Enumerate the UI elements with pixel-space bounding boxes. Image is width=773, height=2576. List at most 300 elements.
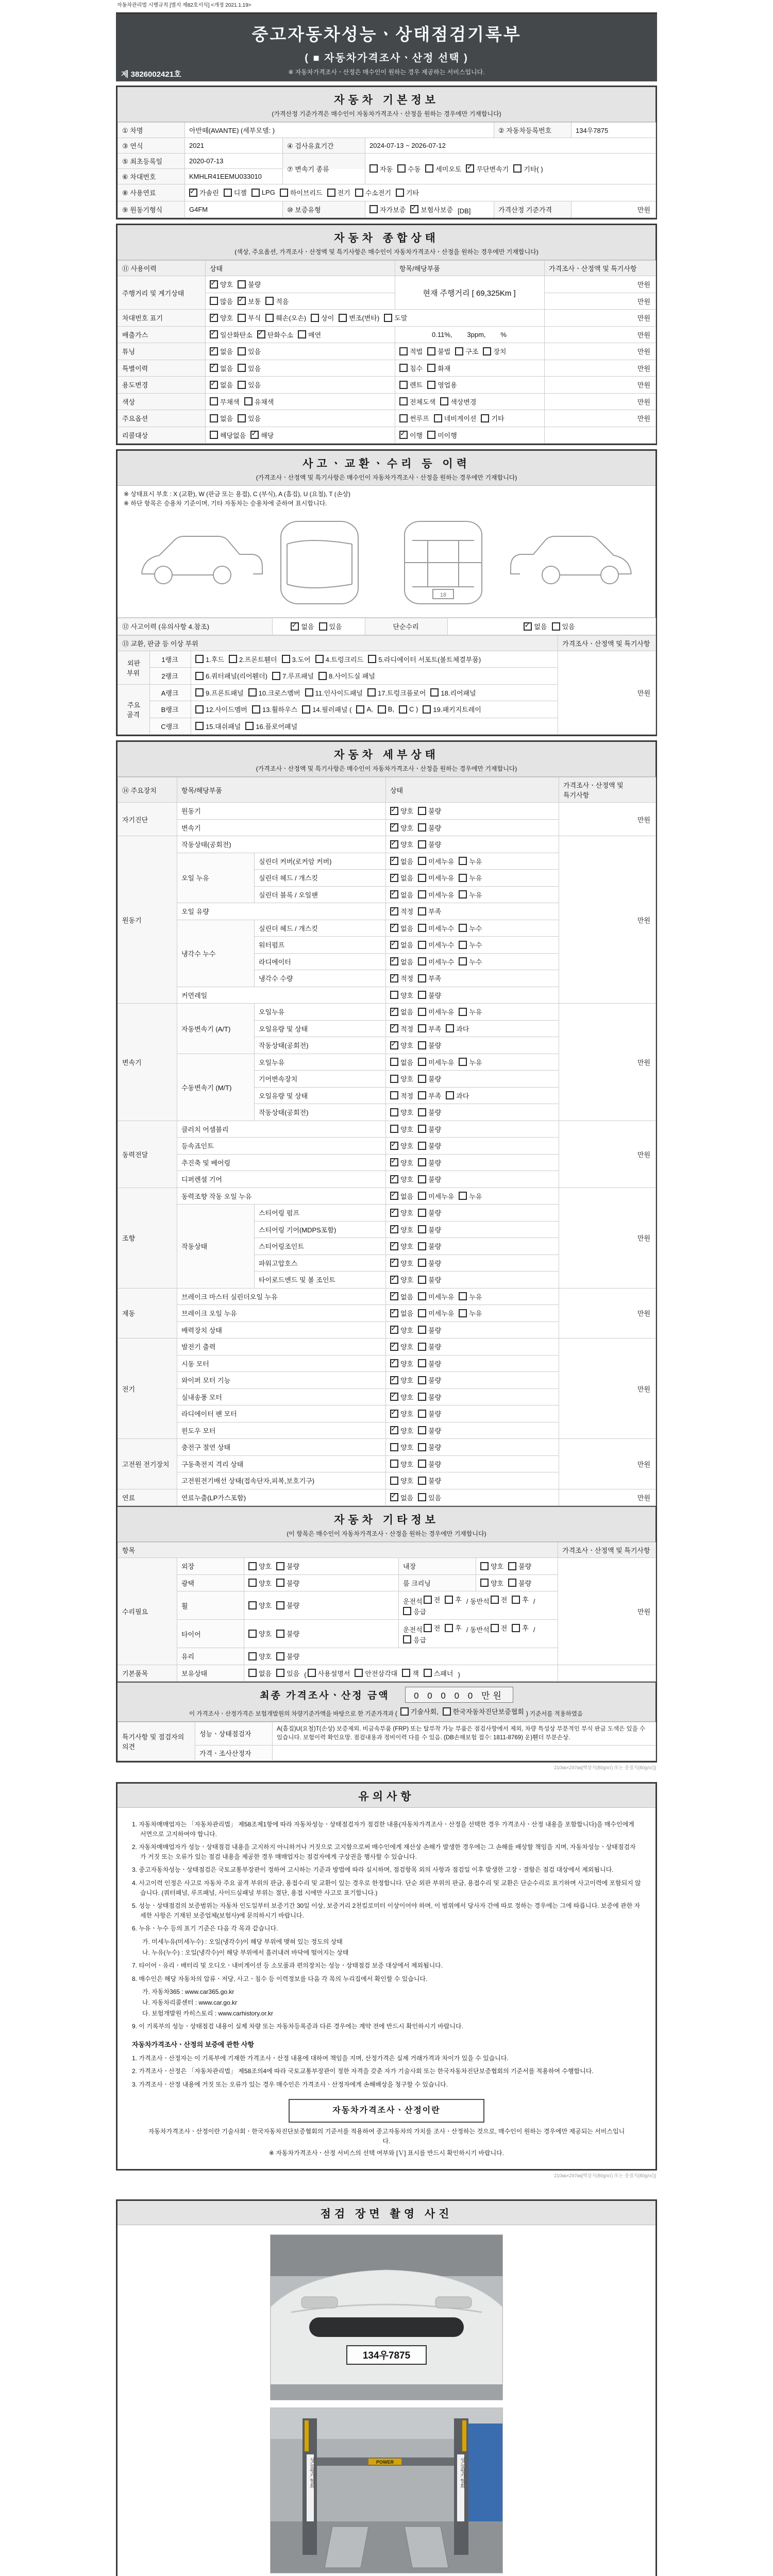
checkbox-icon[interactable] bbox=[210, 397, 218, 405]
checkbox-option[interactable] bbox=[390, 1024, 413, 1033]
checkbox-icon[interactable] bbox=[276, 1579, 284, 1587]
checkbox-option[interactable] bbox=[399, 380, 423, 389]
checkbox-icon[interactable] bbox=[418, 1393, 426, 1401]
checkbox-option[interactable] bbox=[455, 346, 478, 356]
checkbox-icon[interactable] bbox=[480, 1579, 489, 1587]
checkbox-icon[interactable] bbox=[418, 924, 426, 932]
checkbox-option[interactable] bbox=[418, 1024, 441, 1033]
checkbox-option[interactable] bbox=[418, 1426, 441, 1435]
checkbox-icon[interactable] bbox=[418, 1024, 426, 1032]
checkbox-option[interactable] bbox=[390, 1107, 413, 1117]
checkbox-icon[interactable] bbox=[238, 414, 246, 422]
checkbox-icon[interactable] bbox=[390, 1041, 398, 1049]
checkbox-icon[interactable] bbox=[210, 297, 218, 305]
checkbox-icon[interactable] bbox=[390, 1343, 398, 1351]
checkbox-option[interactable] bbox=[443, 1706, 524, 1716]
checkbox-option[interactable] bbox=[195, 721, 241, 731]
checkbox-option[interactable] bbox=[390, 873, 413, 883]
checkbox-option[interactable] bbox=[427, 430, 457, 440]
checkbox-option[interactable] bbox=[244, 397, 274, 406]
checkbox-icon[interactable] bbox=[390, 1075, 398, 1083]
checkbox-option[interactable] bbox=[210, 380, 233, 389]
checkbox-option[interactable] bbox=[459, 856, 482, 866]
checkbox-icon[interactable] bbox=[189, 189, 197, 197]
checkbox-icon[interactable] bbox=[390, 1493, 398, 1501]
checkbox-icon[interactable] bbox=[418, 1041, 426, 1049]
checkbox-option[interactable] bbox=[305, 688, 363, 698]
checkbox-option[interactable] bbox=[424, 1595, 441, 1604]
checkbox-option[interactable] bbox=[459, 940, 482, 950]
checkbox-icon[interactable] bbox=[397, 164, 406, 173]
checkbox-icon[interactable] bbox=[390, 1058, 398, 1066]
checkbox-option[interactable] bbox=[459, 1292, 482, 1301]
checkbox-icon[interactable] bbox=[238, 314, 246, 322]
checkbox-icon[interactable] bbox=[276, 1652, 284, 1660]
checkbox-option[interactable] bbox=[524, 621, 547, 631]
checkbox-option[interactable] bbox=[327, 188, 350, 197]
checkbox-icon[interactable] bbox=[210, 431, 218, 439]
checkbox-option[interactable] bbox=[356, 705, 373, 714]
checkbox-icon[interactable] bbox=[390, 874, 398, 882]
checkbox-icon[interactable] bbox=[244, 397, 253, 405]
checkbox-icon[interactable] bbox=[418, 1192, 426, 1200]
checkbox-icon[interactable] bbox=[339, 314, 347, 322]
checkbox-icon[interactable] bbox=[508, 1579, 516, 1587]
checkbox-icon[interactable] bbox=[513, 164, 522, 173]
checkbox-option[interactable] bbox=[229, 654, 277, 664]
checkbox-icon[interactable] bbox=[276, 1669, 284, 1677]
checkbox-icon[interactable] bbox=[418, 1242, 426, 1250]
checkbox-icon[interactable] bbox=[311, 314, 319, 322]
checkbox-option[interactable] bbox=[390, 1074, 413, 1083]
checkbox-option[interactable] bbox=[318, 671, 375, 681]
checkbox-option[interactable] bbox=[418, 1308, 454, 1318]
checkbox-option[interactable] bbox=[399, 413, 429, 423]
checkbox-icon[interactable] bbox=[369, 164, 378, 173]
checkbox-option[interactable] bbox=[390, 1258, 413, 1268]
checkbox-icon[interactable] bbox=[390, 807, 398, 815]
checkbox-option[interactable] bbox=[446, 1024, 469, 1033]
checkbox-option[interactable] bbox=[282, 654, 311, 664]
checkbox-icon[interactable] bbox=[390, 1242, 398, 1250]
checkbox-option[interactable] bbox=[390, 1308, 413, 1318]
checkbox-option[interactable] bbox=[390, 839, 413, 849]
checkbox-icon[interactable] bbox=[418, 807, 426, 815]
checkbox-option[interactable] bbox=[390, 1174, 413, 1184]
checkbox-icon[interactable] bbox=[390, 1225, 398, 1233]
checkbox-icon[interactable] bbox=[210, 414, 218, 422]
checkbox-option[interactable] bbox=[466, 164, 509, 174]
checkbox-icon[interactable] bbox=[229, 655, 237, 663]
checkbox-option[interactable] bbox=[418, 1040, 441, 1050]
checkbox-option[interactable] bbox=[418, 1191, 454, 1201]
checkbox-option[interactable] bbox=[276, 1600, 299, 1610]
checkbox-option[interactable] bbox=[427, 380, 457, 389]
checkbox-option[interactable] bbox=[210, 397, 240, 406]
checkbox-icon[interactable] bbox=[418, 1175, 426, 1183]
checkbox-icon[interactable] bbox=[390, 1175, 398, 1183]
checkbox-option[interactable] bbox=[315, 654, 364, 664]
checkbox-option[interactable] bbox=[390, 1158, 413, 1167]
checkbox-icon[interactable] bbox=[367, 688, 376, 697]
checkbox-icon[interactable] bbox=[418, 1158, 426, 1166]
checkbox-icon[interactable] bbox=[248, 1652, 257, 1660]
checkbox-option[interactable] bbox=[238, 346, 261, 356]
checkbox-icon[interactable] bbox=[512, 1624, 520, 1632]
checkbox-option[interactable] bbox=[459, 890, 482, 900]
checkbox-icon[interactable] bbox=[248, 1669, 257, 1677]
checkbox-option[interactable] bbox=[189, 188, 219, 197]
checkbox-icon[interactable] bbox=[390, 1008, 398, 1016]
checkbox-option[interactable] bbox=[390, 1241, 413, 1251]
checkbox-option[interactable] bbox=[552, 621, 575, 631]
checkbox-icon[interactable] bbox=[418, 1292, 426, 1300]
checkbox-icon[interactable] bbox=[248, 1579, 257, 1587]
checkbox-option[interactable] bbox=[418, 1057, 454, 1067]
checkbox-icon[interactable] bbox=[210, 280, 218, 289]
checkbox-icon[interactable] bbox=[459, 957, 467, 965]
checkbox-icon[interactable] bbox=[418, 1460, 426, 1468]
checkbox-option[interactable] bbox=[418, 1007, 454, 1016]
checkbox-icon[interactable] bbox=[418, 1058, 426, 1066]
checkbox-option[interactable] bbox=[272, 671, 314, 681]
checkbox-icon[interactable] bbox=[459, 874, 467, 882]
checkbox-option[interactable] bbox=[390, 890, 413, 900]
checkbox-option[interactable] bbox=[418, 1141, 441, 1150]
checkbox-option[interactable] bbox=[257, 330, 293, 340]
checkbox-option[interactable] bbox=[508, 1578, 531, 1588]
checkbox-icon[interactable] bbox=[418, 1359, 426, 1367]
checkbox-option[interactable] bbox=[369, 205, 406, 214]
checkbox-icon[interactable] bbox=[318, 672, 327, 680]
checkbox-option[interactable] bbox=[418, 906, 441, 916]
checkbox-option[interactable] bbox=[418, 1342, 441, 1351]
checkbox-icon[interactable] bbox=[459, 1058, 467, 1066]
checkbox-icon[interactable] bbox=[443, 1707, 451, 1716]
checkbox-icon[interactable] bbox=[368, 655, 376, 663]
checkbox-icon[interactable] bbox=[418, 1426, 426, 1434]
checkbox-option[interactable] bbox=[445, 1623, 462, 1633]
checkbox-option[interactable] bbox=[302, 704, 351, 714]
checkbox-option[interactable] bbox=[418, 1392, 441, 1402]
checkbox-option[interactable] bbox=[399, 705, 418, 714]
checkbox-option[interactable] bbox=[276, 1561, 299, 1571]
checkbox-option[interactable] bbox=[427, 346, 450, 356]
checkbox-option[interactable] bbox=[399, 430, 423, 440]
checkbox-option[interactable] bbox=[367, 688, 426, 698]
checkbox-icon[interactable] bbox=[356, 705, 364, 714]
checkbox-icon[interactable] bbox=[418, 1493, 426, 1501]
checkbox-option[interactable] bbox=[440, 397, 476, 406]
checkbox-icon[interactable] bbox=[399, 397, 408, 405]
checkbox-icon[interactable] bbox=[418, 890, 426, 899]
checkbox-option[interactable] bbox=[418, 890, 454, 900]
checkbox-icon[interactable] bbox=[424, 1669, 432, 1677]
checkbox-option[interactable] bbox=[434, 413, 477, 423]
checkbox-icon[interactable] bbox=[480, 1562, 489, 1570]
checkbox-icon[interactable] bbox=[418, 1259, 426, 1267]
checkbox-option[interactable] bbox=[390, 1409, 413, 1418]
checkbox-option[interactable] bbox=[355, 188, 391, 197]
checkbox-option[interactable] bbox=[210, 296, 233, 306]
checkbox-option[interactable] bbox=[423, 704, 481, 714]
checkbox-option[interactable] bbox=[418, 1476, 441, 1485]
checkbox-icon[interactable] bbox=[390, 941, 398, 949]
checkbox-icon[interactable] bbox=[390, 924, 398, 932]
checkbox-option[interactable] bbox=[418, 873, 454, 883]
checkbox-icon[interactable] bbox=[315, 655, 324, 663]
checkbox-icon[interactable] bbox=[390, 1326, 398, 1334]
checkbox-option[interactable] bbox=[418, 1158, 441, 1167]
checkbox-option[interactable] bbox=[390, 906, 413, 916]
checkbox-option[interactable] bbox=[418, 940, 454, 950]
checkbox-option[interactable] bbox=[238, 313, 261, 323]
checkbox-icon[interactable] bbox=[459, 1309, 467, 1317]
checkbox-option[interactable] bbox=[480, 1578, 503, 1588]
checkbox-option[interactable] bbox=[390, 923, 413, 933]
checkbox-icon[interactable] bbox=[483, 347, 491, 355]
checkbox-icon[interactable] bbox=[390, 1108, 398, 1116]
checkbox-option[interactable] bbox=[459, 923, 482, 933]
checkbox-option[interactable] bbox=[238, 380, 261, 389]
checkbox-icon[interactable] bbox=[390, 1276, 398, 1284]
checkbox-option[interactable] bbox=[195, 671, 267, 681]
checkbox-option[interactable] bbox=[390, 1442, 413, 1452]
checkbox-icon[interactable] bbox=[272, 672, 280, 680]
checkbox-icon[interactable] bbox=[390, 1209, 398, 1217]
checkbox-option[interactable] bbox=[418, 1493, 441, 1502]
checkbox-option[interactable] bbox=[483, 346, 506, 356]
checkbox-icon[interactable] bbox=[210, 330, 218, 338]
checkbox-option[interactable] bbox=[224, 188, 247, 197]
checkbox-icon[interactable] bbox=[355, 1669, 363, 1677]
checkbox-icon[interactable] bbox=[418, 974, 426, 982]
checkbox-icon[interactable] bbox=[245, 722, 254, 730]
checkbox-option[interactable] bbox=[390, 856, 413, 866]
checkbox-option[interactable] bbox=[265, 296, 289, 306]
checkbox-icon[interactable] bbox=[399, 364, 408, 372]
checkbox-icon[interactable] bbox=[399, 414, 408, 422]
checkbox-icon[interactable] bbox=[445, 1596, 453, 1604]
checkbox-option[interactable] bbox=[396, 188, 419, 197]
checkbox-option[interactable] bbox=[418, 973, 441, 983]
checkbox-option[interactable] bbox=[418, 1174, 441, 1184]
checkbox-icon[interactable] bbox=[280, 189, 288, 197]
checkbox-icon[interactable] bbox=[276, 1601, 284, 1609]
checkbox-icon[interactable] bbox=[418, 823, 426, 832]
checkbox-icon[interactable] bbox=[195, 705, 204, 714]
checkbox-option[interactable] bbox=[390, 1091, 413, 1100]
checkbox-icon[interactable] bbox=[418, 1075, 426, 1083]
checkbox-icon[interactable] bbox=[390, 1393, 398, 1401]
checkbox-option[interactable] bbox=[418, 823, 441, 833]
checkbox-option[interactable] bbox=[390, 1124, 413, 1134]
checkbox-option[interactable] bbox=[339, 313, 379, 323]
checkbox-icon[interactable] bbox=[459, 1008, 467, 1016]
checkbox-option[interactable] bbox=[508, 1561, 531, 1571]
checkbox-icon[interactable] bbox=[224, 189, 232, 197]
checkbox-icon[interactable] bbox=[424, 1596, 432, 1604]
checkbox-icon[interactable] bbox=[418, 840, 426, 849]
checkbox-icon[interactable] bbox=[399, 347, 408, 355]
checkbox-icon[interactable] bbox=[390, 1158, 398, 1166]
checkbox-option[interactable] bbox=[390, 1476, 413, 1485]
checkbox-icon[interactable] bbox=[418, 1477, 426, 1485]
checkbox-option[interactable] bbox=[390, 1426, 413, 1435]
checkbox-option[interactable] bbox=[378, 705, 394, 714]
checkbox-option[interactable] bbox=[390, 1359, 413, 1368]
checkbox-icon[interactable] bbox=[210, 364, 218, 372]
checkbox-option[interactable] bbox=[390, 1325, 413, 1335]
checkbox-option[interactable] bbox=[195, 688, 244, 698]
checkbox-option[interactable] bbox=[250, 430, 274, 440]
checkbox-icon[interactable] bbox=[418, 1108, 426, 1116]
checkbox-option[interactable] bbox=[390, 823, 413, 833]
checkbox-icon[interactable] bbox=[418, 1142, 426, 1150]
checkbox-icon[interactable] bbox=[418, 1309, 426, 1317]
checkbox-icon[interactable] bbox=[491, 1596, 499, 1604]
checkbox-option[interactable] bbox=[424, 1668, 453, 1678]
checkbox-icon[interactable] bbox=[418, 1225, 426, 1233]
checkbox-option[interactable] bbox=[399, 397, 435, 406]
checkbox-option[interactable] bbox=[390, 1459, 413, 1469]
checkbox-icon[interactable] bbox=[378, 705, 386, 714]
checkbox-icon[interactable] bbox=[459, 941, 467, 949]
checkbox-icon[interactable] bbox=[390, 890, 398, 899]
checkbox-icon[interactable] bbox=[265, 297, 274, 305]
checkbox-option[interactable] bbox=[210, 346, 233, 356]
checkbox-option[interactable] bbox=[210, 363, 233, 373]
checkbox-icon[interactable] bbox=[298, 330, 306, 338]
checkbox-option[interactable] bbox=[418, 856, 454, 866]
checkbox-option[interactable] bbox=[403, 1606, 426, 1616]
checkbox-option[interactable] bbox=[399, 363, 423, 373]
checkbox-icon[interactable] bbox=[418, 1209, 426, 1217]
checkbox-icon[interactable] bbox=[399, 431, 408, 439]
checkbox-option[interactable] bbox=[248, 688, 300, 698]
checkbox-option[interactable] bbox=[418, 1241, 441, 1251]
checkbox-icon[interactable] bbox=[195, 722, 204, 730]
checkbox-icon[interactable] bbox=[524, 622, 532, 631]
checkbox-option[interactable] bbox=[390, 1292, 413, 1301]
checkbox-icon[interactable] bbox=[400, 1707, 409, 1716]
checkbox-option[interactable] bbox=[390, 1040, 413, 1050]
checkbox-option[interactable] bbox=[459, 1057, 482, 1067]
checkbox-icon[interactable] bbox=[508, 1562, 516, 1570]
checkbox-option[interactable] bbox=[210, 330, 253, 340]
checkbox-icon[interactable] bbox=[238, 381, 246, 389]
checkbox-icon[interactable] bbox=[424, 1624, 432, 1632]
checkbox-option[interactable] bbox=[425, 164, 461, 174]
checkbox-icon[interactable] bbox=[403, 1635, 411, 1643]
checkbox-icon[interactable] bbox=[369, 205, 378, 213]
checkbox-option[interactable] bbox=[210, 313, 233, 323]
checkbox-option[interactable] bbox=[410, 205, 453, 214]
checkbox-option[interactable] bbox=[276, 1578, 299, 1588]
checkbox-icon[interactable] bbox=[410, 205, 418, 213]
checkbox-icon[interactable] bbox=[418, 991, 426, 999]
checkbox-option[interactable] bbox=[319, 621, 342, 631]
checkbox-option[interactable] bbox=[390, 940, 413, 950]
checkbox-option[interactable] bbox=[195, 654, 224, 664]
checkbox-option[interactable] bbox=[390, 973, 413, 983]
checkbox-option[interactable] bbox=[418, 1292, 454, 1301]
checkbox-icon[interactable] bbox=[440, 397, 448, 405]
checkbox-option[interactable] bbox=[238, 279, 261, 289]
checkbox-option[interactable] bbox=[445, 1595, 462, 1604]
checkbox-option[interactable] bbox=[248, 1651, 272, 1661]
checkbox-icon[interactable] bbox=[390, 957, 398, 965]
checkbox-icon[interactable] bbox=[418, 1276, 426, 1284]
checkbox-icon[interactable] bbox=[390, 1259, 398, 1267]
checkbox-icon[interactable] bbox=[427, 347, 435, 355]
checkbox-icon[interactable] bbox=[491, 1624, 499, 1632]
checkbox-option[interactable] bbox=[397, 164, 421, 174]
checkbox-option[interactable] bbox=[418, 1091, 441, 1100]
checkbox-option[interactable] bbox=[276, 1651, 299, 1661]
checkbox-icon[interactable] bbox=[305, 688, 313, 697]
checkbox-option[interactable] bbox=[390, 1057, 413, 1067]
checkbox-icon[interactable] bbox=[418, 1410, 426, 1418]
checkbox-option[interactable] bbox=[210, 430, 246, 440]
checkbox-icon[interactable] bbox=[425, 164, 433, 173]
checkbox-icon[interactable] bbox=[418, 874, 426, 882]
checkbox-icon[interactable] bbox=[418, 1008, 426, 1016]
checkbox-icon[interactable] bbox=[210, 347, 218, 355]
checkbox-option[interactable] bbox=[252, 704, 297, 714]
checkbox-icon[interactable] bbox=[390, 974, 398, 982]
checkbox-icon[interactable] bbox=[418, 1376, 426, 1384]
checkbox-icon[interactable] bbox=[276, 1630, 284, 1638]
checkbox-option[interactable] bbox=[390, 1191, 413, 1201]
checkbox-icon[interactable] bbox=[248, 688, 257, 697]
checkbox-icon[interactable] bbox=[427, 364, 435, 372]
checkbox-option[interactable] bbox=[390, 1141, 413, 1150]
checkbox-option[interactable] bbox=[418, 1124, 441, 1134]
checkbox-option[interactable] bbox=[399, 346, 423, 356]
checkbox-icon[interactable] bbox=[418, 907, 426, 916]
checkbox-icon[interactable] bbox=[399, 705, 407, 714]
checkbox-option[interactable] bbox=[390, 1375, 413, 1385]
checkbox-option[interactable] bbox=[430, 688, 476, 698]
checkbox-option[interactable] bbox=[291, 621, 314, 631]
checkbox-icon[interactable] bbox=[327, 189, 335, 197]
checkbox-option[interactable] bbox=[418, 1359, 441, 1368]
checkbox-option[interactable] bbox=[390, 990, 413, 1000]
checkbox-option[interactable] bbox=[418, 1275, 441, 1284]
checkbox-option[interactable] bbox=[248, 1561, 272, 1571]
checkbox-icon[interactable] bbox=[552, 622, 560, 631]
checkbox-icon[interactable] bbox=[195, 688, 204, 697]
checkbox-option[interactable] bbox=[280, 188, 323, 197]
checkbox-icon[interactable] bbox=[390, 857, 398, 865]
checkbox-option[interactable] bbox=[248, 1578, 272, 1588]
checkbox-icon[interactable] bbox=[390, 1477, 398, 1485]
checkbox-icon[interactable] bbox=[195, 672, 204, 680]
checkbox-icon[interactable] bbox=[390, 1426, 398, 1434]
checkbox-option[interactable] bbox=[195, 704, 247, 714]
checkbox-option[interactable] bbox=[390, 957, 413, 967]
checkbox-icon[interactable] bbox=[418, 1125, 426, 1133]
checkbox-icon[interactable] bbox=[195, 655, 204, 663]
checkbox-icon[interactable] bbox=[257, 330, 265, 338]
checkbox-option[interactable] bbox=[369, 164, 393, 174]
checkbox-icon[interactable] bbox=[276, 1562, 284, 1570]
checkbox-option[interactable] bbox=[418, 839, 441, 849]
checkbox-icon[interactable] bbox=[390, 1359, 398, 1367]
checkbox-icon[interactable] bbox=[390, 840, 398, 849]
checkbox-icon[interactable] bbox=[238, 347, 246, 355]
